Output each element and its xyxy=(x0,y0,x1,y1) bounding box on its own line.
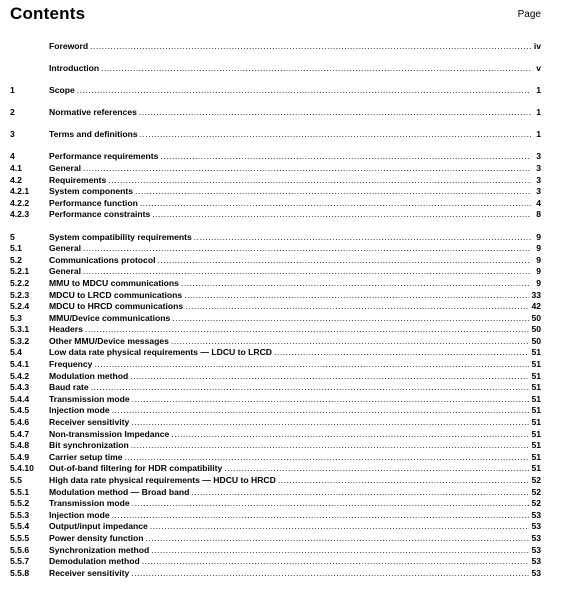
toc-entry-number: 5.4.9 xyxy=(10,451,30,462)
toc-entry-page: 1 xyxy=(536,85,541,96)
toc-entry[interactable] xyxy=(10,382,541,394)
toc-entry-title: Transmission mode xyxy=(49,393,130,404)
dot-leader xyxy=(172,313,529,325)
toc-entry-page: 53 xyxy=(531,532,541,543)
dot-leader xyxy=(185,301,529,313)
toc-entry[interactable] xyxy=(10,533,541,545)
dot-leader xyxy=(184,290,529,302)
dot-leader xyxy=(131,568,529,580)
toc-entry-title: Receiver sensitivity xyxy=(49,417,130,428)
dot-leader xyxy=(90,41,531,53)
toc-entry-page: 51 xyxy=(531,347,541,358)
toc-entry-page: 51 xyxy=(531,405,541,416)
toc-entry[interactable] xyxy=(10,545,541,557)
toc-entry-title: MMU to MDCU communications xyxy=(49,277,179,288)
toc-entry-number: 3 xyxy=(10,129,15,140)
toc-entry-number: 5 xyxy=(10,231,15,242)
toc-entry-number: 4.2 xyxy=(10,174,22,185)
toc-entry[interactable] xyxy=(10,324,541,336)
toc-entry[interactable] xyxy=(10,429,541,441)
toc-entry-number: 5.1 xyxy=(10,243,22,254)
toc-entry-page: 33 xyxy=(531,289,541,300)
toc-entry[interactable] xyxy=(10,556,541,568)
dot-leader xyxy=(139,107,531,119)
dot-leader xyxy=(150,521,530,533)
toc-entry-page: 9 xyxy=(536,243,541,254)
toc-entry-title: Terms and definitions xyxy=(49,129,138,140)
toc-entry-title: General xyxy=(49,243,82,254)
toc-entry-page: 3 xyxy=(536,174,541,185)
toc-entry-number: 5.4.4 xyxy=(10,393,30,404)
table-of-contents xyxy=(10,41,541,579)
dot-leader xyxy=(278,475,530,487)
toc-entry-title: Out-of-band filtering for HDR compatibility xyxy=(49,463,223,474)
dot-leader xyxy=(83,243,531,255)
toc-entry-page: 51 xyxy=(531,451,541,462)
toc-entry-page: 52 xyxy=(531,475,541,485)
toc-entry-page: 53 xyxy=(531,556,541,567)
toc-entry-number: 5.3.1 xyxy=(10,324,30,335)
dot-leader xyxy=(171,336,530,348)
toc-entry-title: Requirements xyxy=(49,174,107,185)
toc-entry-number: 5.4.6 xyxy=(10,417,30,428)
toc-entry-number: 5.5.3 xyxy=(10,509,30,520)
toc-entry[interactable] xyxy=(10,63,541,75)
dot-leader xyxy=(171,429,529,441)
dot-leader xyxy=(142,556,530,568)
toc-entry[interactable] xyxy=(10,266,541,278)
toc-entry[interactable] xyxy=(10,394,541,406)
toc-entry[interactable] xyxy=(10,198,541,210)
toc-entry-title: Scope xyxy=(49,85,75,96)
toc-entry[interactable] xyxy=(10,290,541,302)
toc-entry-title: Power density function xyxy=(49,532,144,543)
toc-entry-page: 8 xyxy=(536,209,541,220)
toc-entry[interactable] xyxy=(10,175,541,187)
toc-entry-page: 1 xyxy=(536,107,541,118)
toc-entry-title: Introduction xyxy=(49,63,100,74)
toc-entry-title: MDCU to HRCD communications xyxy=(49,301,184,312)
toc-entry-number: 4.2.1 xyxy=(10,186,30,197)
dot-leader xyxy=(160,151,531,163)
toc-entry-title: Receiver sensitivity xyxy=(49,567,130,578)
toc-entry[interactable] xyxy=(10,313,541,325)
toc-entry-number: 4.1 xyxy=(10,163,22,174)
toc-entry[interactable] xyxy=(10,163,541,175)
dot-leader xyxy=(85,324,530,336)
toc-entry-page: v xyxy=(536,63,541,74)
toc-entry[interactable] xyxy=(10,405,541,417)
toc-entry-title: Demodulation method xyxy=(49,556,140,567)
toc-entry-page: 9 xyxy=(536,266,541,277)
dot-leader xyxy=(135,186,531,198)
toc-entry-number: 5.5.7 xyxy=(10,556,30,567)
dot-leader xyxy=(132,498,530,510)
toc-entry-number: 5.2.4 xyxy=(10,301,30,312)
toc-entry[interactable] xyxy=(10,347,541,359)
toc-entry-title: High data rate physical requirements — HDCU to HRCD xyxy=(49,475,276,485)
toc-entry-number: 5.5.1 xyxy=(10,486,30,497)
toc-entry[interactable] xyxy=(10,463,541,475)
toc-entry-title: System compatibility requirements xyxy=(49,231,192,242)
toc-entry-page: 51 xyxy=(531,393,541,404)
toc-spacer xyxy=(10,53,541,64)
toc-entry-page: 9 xyxy=(536,231,541,242)
toc-spacer xyxy=(10,75,541,86)
dot-leader xyxy=(151,545,529,557)
toc-entry-title: Performance requirements xyxy=(49,151,159,162)
dot-leader xyxy=(157,255,531,267)
toc-entry-number: 5.5.8 xyxy=(10,567,30,578)
toc-entry[interactable] xyxy=(10,510,541,522)
dot-leader xyxy=(91,382,530,394)
toc-entry-title: Modulation method xyxy=(49,370,129,381)
toc-entry[interactable] xyxy=(10,359,541,371)
toc-spacer xyxy=(10,119,541,130)
toc-entry-title: Normative references xyxy=(49,107,137,118)
toc-entry-page: 3 xyxy=(536,186,541,197)
toc-entry-title: Performance function xyxy=(49,197,138,208)
toc-entry[interactable] xyxy=(10,151,541,163)
toc-entry-page: 51 xyxy=(531,417,541,428)
toc-entry-title: MMU/Device communications xyxy=(49,312,171,323)
toc-entry-number: 5.4.7 xyxy=(10,428,30,439)
toc-entry[interactable] xyxy=(10,301,541,313)
toc-entry-number: 5.3 xyxy=(10,312,22,323)
toc-entry[interactable] xyxy=(10,186,541,198)
toc-entry[interactable] xyxy=(10,371,541,383)
toc-entry[interactable] xyxy=(10,498,541,510)
toc-entry-page: 51 xyxy=(531,359,541,370)
toc-entry[interactable] xyxy=(10,487,541,499)
toc-entry[interactable] xyxy=(10,41,541,53)
dot-leader xyxy=(112,405,530,417)
toc-entry[interactable] xyxy=(10,107,541,119)
dot-leader xyxy=(108,175,531,187)
toc-entry-title: Frequency xyxy=(49,359,93,370)
toc-entry[interactable] xyxy=(10,417,541,429)
toc-entry-title: Synchronization method xyxy=(49,544,150,555)
dot-leader xyxy=(146,533,530,545)
toc-entry-number: 4.2.3 xyxy=(10,209,30,220)
toc-entry-title: Baud rate xyxy=(49,382,89,393)
toc-entry-title: Bit synchronization xyxy=(49,440,129,451)
toc-entry-title: Injection mode xyxy=(49,509,110,520)
toc-entry-title: Output/input impedance xyxy=(49,521,148,532)
toc-entry-number: 5.4.10 xyxy=(10,463,34,474)
toc-spacer xyxy=(10,221,541,232)
toc-entry-title: General xyxy=(49,266,82,277)
toc-entry[interactable] xyxy=(10,336,541,348)
toc-entry-number: 5.4.5 xyxy=(10,405,30,416)
dot-leader xyxy=(194,232,531,244)
dot-leader xyxy=(101,63,531,75)
toc-entry-number: 5.2 xyxy=(10,254,22,265)
toc-entry-page: 9 xyxy=(536,277,541,288)
toc-entry-title: Carrier setup time xyxy=(49,451,123,462)
toc-entry-number: 4 xyxy=(10,151,15,162)
toc-entry-number: 5.5.4 xyxy=(10,521,30,532)
toc-entry[interactable] xyxy=(10,85,541,97)
toc-entry-number: 5.3.2 xyxy=(10,335,30,346)
toc-entry[interactable] xyxy=(10,452,541,464)
toc-entry-number: 5.2.1 xyxy=(10,266,30,277)
dot-leader xyxy=(224,463,529,475)
dot-leader xyxy=(140,129,531,141)
toc-entry-title: Injection mode xyxy=(49,405,110,416)
toc-entry-number: 5.2.3 xyxy=(10,289,30,300)
dot-leader xyxy=(181,278,531,290)
toc-entry-title: Low data rate physical requirements — LDCU to LRCD xyxy=(49,347,272,358)
toc-entry-number: 2 xyxy=(10,107,15,118)
toc-entry-title: System components xyxy=(49,186,134,197)
toc-entry[interactable] xyxy=(10,232,541,244)
toc-entry-page: 3 xyxy=(536,151,541,162)
toc-entry-page: 50 xyxy=(531,335,541,346)
toc-entry-number: 5.4.3 xyxy=(10,382,30,393)
toc-entry-page: iv xyxy=(533,41,541,51)
toc-entry-page: 51 xyxy=(531,440,541,451)
toc-entry-page: 53 xyxy=(531,567,541,578)
page-title: Contents xyxy=(10,4,86,23)
toc-entry-page: 52 xyxy=(531,486,541,497)
toc-entry-page: 3 xyxy=(536,163,541,174)
toc-entry-title: Performance constraints xyxy=(49,209,151,220)
toc-entry-number: 5.2.2 xyxy=(10,277,30,288)
toc-entry-title: Non-transmission Impedance xyxy=(49,428,170,439)
toc-entry[interactable] xyxy=(10,255,541,267)
toc-entry-number: 5.5.5 xyxy=(10,532,30,543)
toc-entry-number: 5.4 xyxy=(10,347,22,358)
toc-entry[interactable] xyxy=(10,475,541,487)
toc-spacer xyxy=(10,97,541,108)
toc-entry[interactable] xyxy=(10,243,541,255)
toc-entry-title: MDCU to LRCD communications xyxy=(49,289,183,300)
toc-entry-page: 51 xyxy=(531,463,541,474)
toc-entry-number: 1 xyxy=(10,85,15,96)
toc-entry-page: 50 xyxy=(531,312,541,323)
page-column-label: Page xyxy=(517,9,541,20)
toc-entry-title: Other MMU/Device messages xyxy=(49,335,169,346)
toc-entry-page: 9 xyxy=(536,254,541,265)
toc-entry[interactable] xyxy=(10,278,541,290)
toc-entry-number: 5.5.6 xyxy=(10,544,30,555)
toc-entry-number: 5.4.8 xyxy=(10,440,30,451)
dot-leader xyxy=(112,510,530,522)
toc-entry-number: 5.5.2 xyxy=(10,498,30,509)
toc-entry-page: 53 xyxy=(531,521,541,532)
toc-entry-page: 53 xyxy=(531,509,541,520)
toc-entry-title: General xyxy=(49,163,82,174)
toc-entry-title: Modulation method — Broad band xyxy=(49,486,190,497)
toc-entry[interactable] xyxy=(10,129,541,141)
toc-entry-number: 5.4.1 xyxy=(10,359,30,370)
toc-entry-page: 51 xyxy=(531,370,541,381)
dot-leader xyxy=(274,347,529,359)
toc-entry-title: Transmission mode xyxy=(49,498,130,509)
toc-entry-page: 51 xyxy=(531,382,541,393)
dot-leader xyxy=(83,163,531,175)
toc-entry[interactable] xyxy=(10,440,541,452)
dot-leader xyxy=(131,440,530,452)
toc-entry-page: 1 xyxy=(536,129,541,140)
toc-entry-title: Headers xyxy=(49,324,83,335)
dot-leader xyxy=(83,266,531,278)
toc-entry-page: 53 xyxy=(531,544,541,555)
toc-entry-number: 5.4.2 xyxy=(10,370,30,381)
toc-entry-title: Foreword xyxy=(49,41,89,51)
dot-leader xyxy=(191,487,529,499)
dot-leader xyxy=(132,394,530,406)
dot-leader xyxy=(140,198,531,210)
dot-leader xyxy=(131,417,529,429)
toc-spacer xyxy=(10,141,541,152)
toc-entry-title: Communications protocol xyxy=(49,254,156,265)
toc-entry-page: 52 xyxy=(531,498,541,509)
toc-entry[interactable] xyxy=(10,521,541,533)
dot-leader xyxy=(94,359,529,371)
toc-entry-number: 5.5 xyxy=(10,475,22,485)
dot-leader xyxy=(77,85,531,97)
dot-leader xyxy=(125,452,530,464)
toc-entry-page: 50 xyxy=(531,324,541,335)
toc-entry-page: 4 xyxy=(536,197,541,208)
toc-entry-page: 42 xyxy=(531,301,541,312)
toc-entry-page: 51 xyxy=(531,428,541,439)
toc-entry-number: 4.2.2 xyxy=(10,197,30,208)
toc-entry[interactable] xyxy=(10,568,541,580)
dot-leader xyxy=(152,209,531,221)
dot-leader xyxy=(130,371,529,383)
toc-entry[interactable] xyxy=(10,209,541,221)
